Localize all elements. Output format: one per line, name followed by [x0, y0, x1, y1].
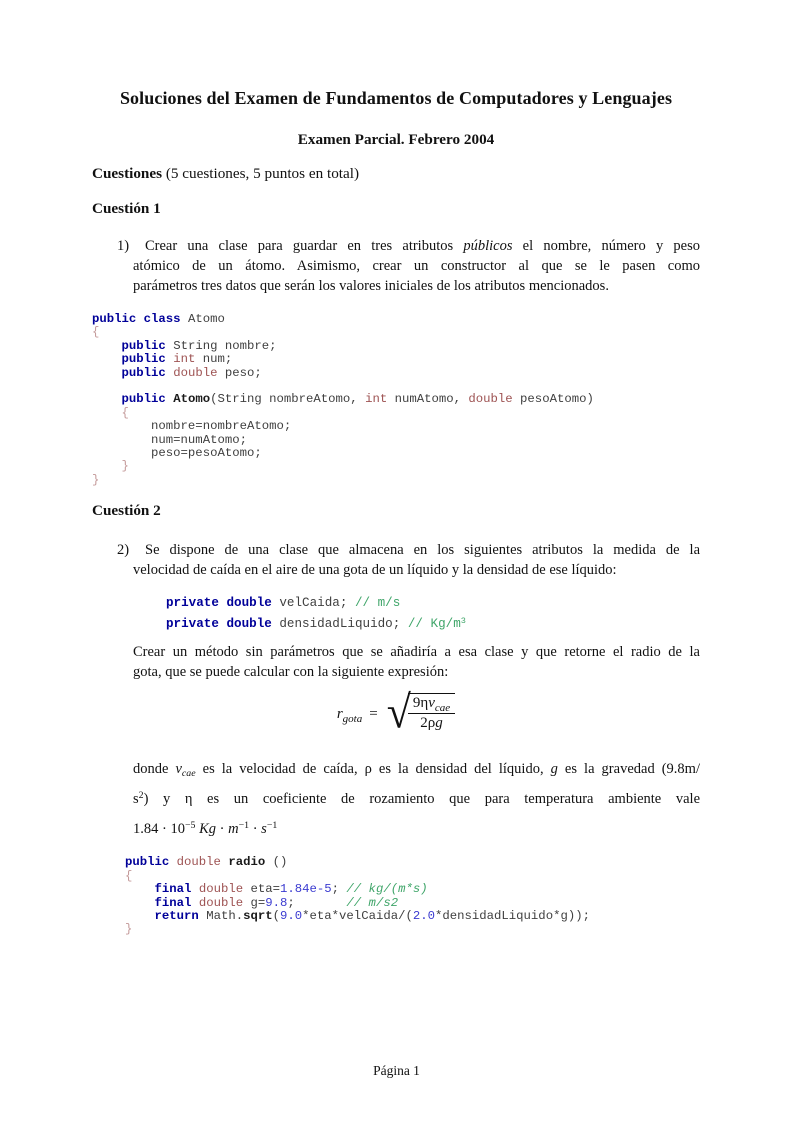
code-line: num=numAtomo; — [92, 432, 247, 447]
formula-fraction — [408, 693, 455, 732]
question-2-item — [92, 540, 700, 580]
code-block-radio-method — [125, 856, 700, 936]
code-line: public class Atomo — [92, 312, 225, 326]
code-line: public int num; — [121, 352, 233, 367]
question-2-paragraph-2 — [133, 642, 700, 682]
text-line: donde vcae es la velocidad de caída, ρ es la densidad del líquido, g es la gravedad (9.8m/ — [133, 761, 700, 780]
code-block-atomo-class — [92, 313, 700, 487]
code-line: } — [92, 472, 100, 487]
formula-denominator-coeff: 2ρ — [420, 715, 436, 732]
code-line: peso=pesoAtomo; — [92, 446, 262, 461]
question-2-marker: 2) — [117, 542, 130, 559]
code-line: nombre=nombreAtomo; — [92, 419, 292, 434]
code-line: { — [121, 405, 129, 420]
document-subtitle: Examen Parcial. Febrero 2004 — [297, 131, 495, 148]
question-1-paragraph — [133, 236, 700, 296]
formula-equals-sign: = — [369, 706, 378, 723]
code-line — [92, 380, 700, 393]
text-line: Se dispone de una clase que almacena en los siguientes atributos la medida de la — [145, 542, 700, 559]
code-line: private double densidadLiquido; // $Kg/m^3$ — [166, 615, 466, 632]
questions-intro — [92, 165, 700, 183]
code-line: { — [92, 325, 100, 340]
code-line: public Atomo(String nombreAtomo, int numAtomo, double pesoAtomo) — [121, 392, 594, 407]
formula-denominator — [408, 714, 455, 732]
text-line: gota, que se puede calcular con la siguiente expresión: — [133, 664, 449, 681]
code-line: final double eta=1.84e-5; // kg/(m*s) — [154, 882, 428, 897]
code-line: final double g=9.8; // m/s2 — [154, 895, 399, 910]
formula-radius-equation — [92, 687, 700, 742]
code-line: public double peso; — [121, 365, 262, 380]
formula-square-root — [386, 687, 455, 739]
text-line: Crear una clase para guardar en tres atributos públicos el nombre, número y peso — [145, 238, 700, 254]
question-1-heading: Cuestión 1 — [92, 200, 161, 217]
question-1-marker: 1) — [117, 238, 130, 254]
question-2-heading: Cuestión 2 — [92, 502, 161, 520]
question-2-paragraph-donde — [133, 755, 700, 845]
formula-v-subscript: cae — [434, 702, 451, 715]
formula-r-variable: r — [336, 706, 343, 723]
formula-v-variable: v — [428, 695, 435, 712]
code-line: private double velCaida; // m/s — [166, 596, 401, 611]
text-line: $1.84 \cdot 10^{-5}$ $Kg \cdot m^{-1} \cdot s^{-1}$ — [133, 819, 278, 838]
code-line: { — [125, 868, 133, 883]
formula-lhs — [336, 706, 363, 726]
code-line: } — [121, 459, 129, 474]
code-line: return Math.sqrt(9.0*eta*velCaida/(2.0*densidadLiquido*g)); — [154, 908, 590, 923]
document-title: Soluciones del Examen de Fundamentos de Computadores y Lenguajes — [119, 88, 673, 108]
formula-numerator — [408, 695, 455, 714]
question-2-paragraph — [133, 540, 700, 580]
questions-intro-rest: (5 cuestiones, 5 puntos en total) — [162, 165, 360, 182]
code-line: } — [125, 922, 133, 937]
questions-intro-bold: Cuestiones — [92, 165, 163, 182]
code-line: public String nombre; — [121, 338, 277, 353]
text-line: $s^2$) y η es un coeficiente de rozamiento que para temperatura ambiente vale — [133, 789, 700, 808]
text-line: atómico de un átomo. Asimismo, crear un constructor al que se le pasen como — [133, 258, 700, 274]
formula-g-variable: g — [435, 715, 443, 732]
text-line: parámetros tres datos que serán los valores iniciales de los atributos mencionados. — [133, 278, 609, 294]
page-number: Página 1 — [373, 1063, 420, 1078]
code-line: public double radio () — [125, 855, 288, 870]
radical-sign-icon: √ — [386, 687, 411, 739]
text-line: Crear un método sin parámetros que se añadiría a esa clase y que retorne el radio de la — [133, 644, 700, 661]
formula-numerator-coeff: 9η — [412, 695, 429, 712]
text-line: velocidad de caída en el aire de una gota de un líquido y la densidad de ese líquido: — [133, 562, 617, 579]
question-1-item — [92, 236, 700, 296]
formula-r-subscript: gota — [342, 713, 363, 726]
code-snippet-attributes — [166, 593, 700, 636]
